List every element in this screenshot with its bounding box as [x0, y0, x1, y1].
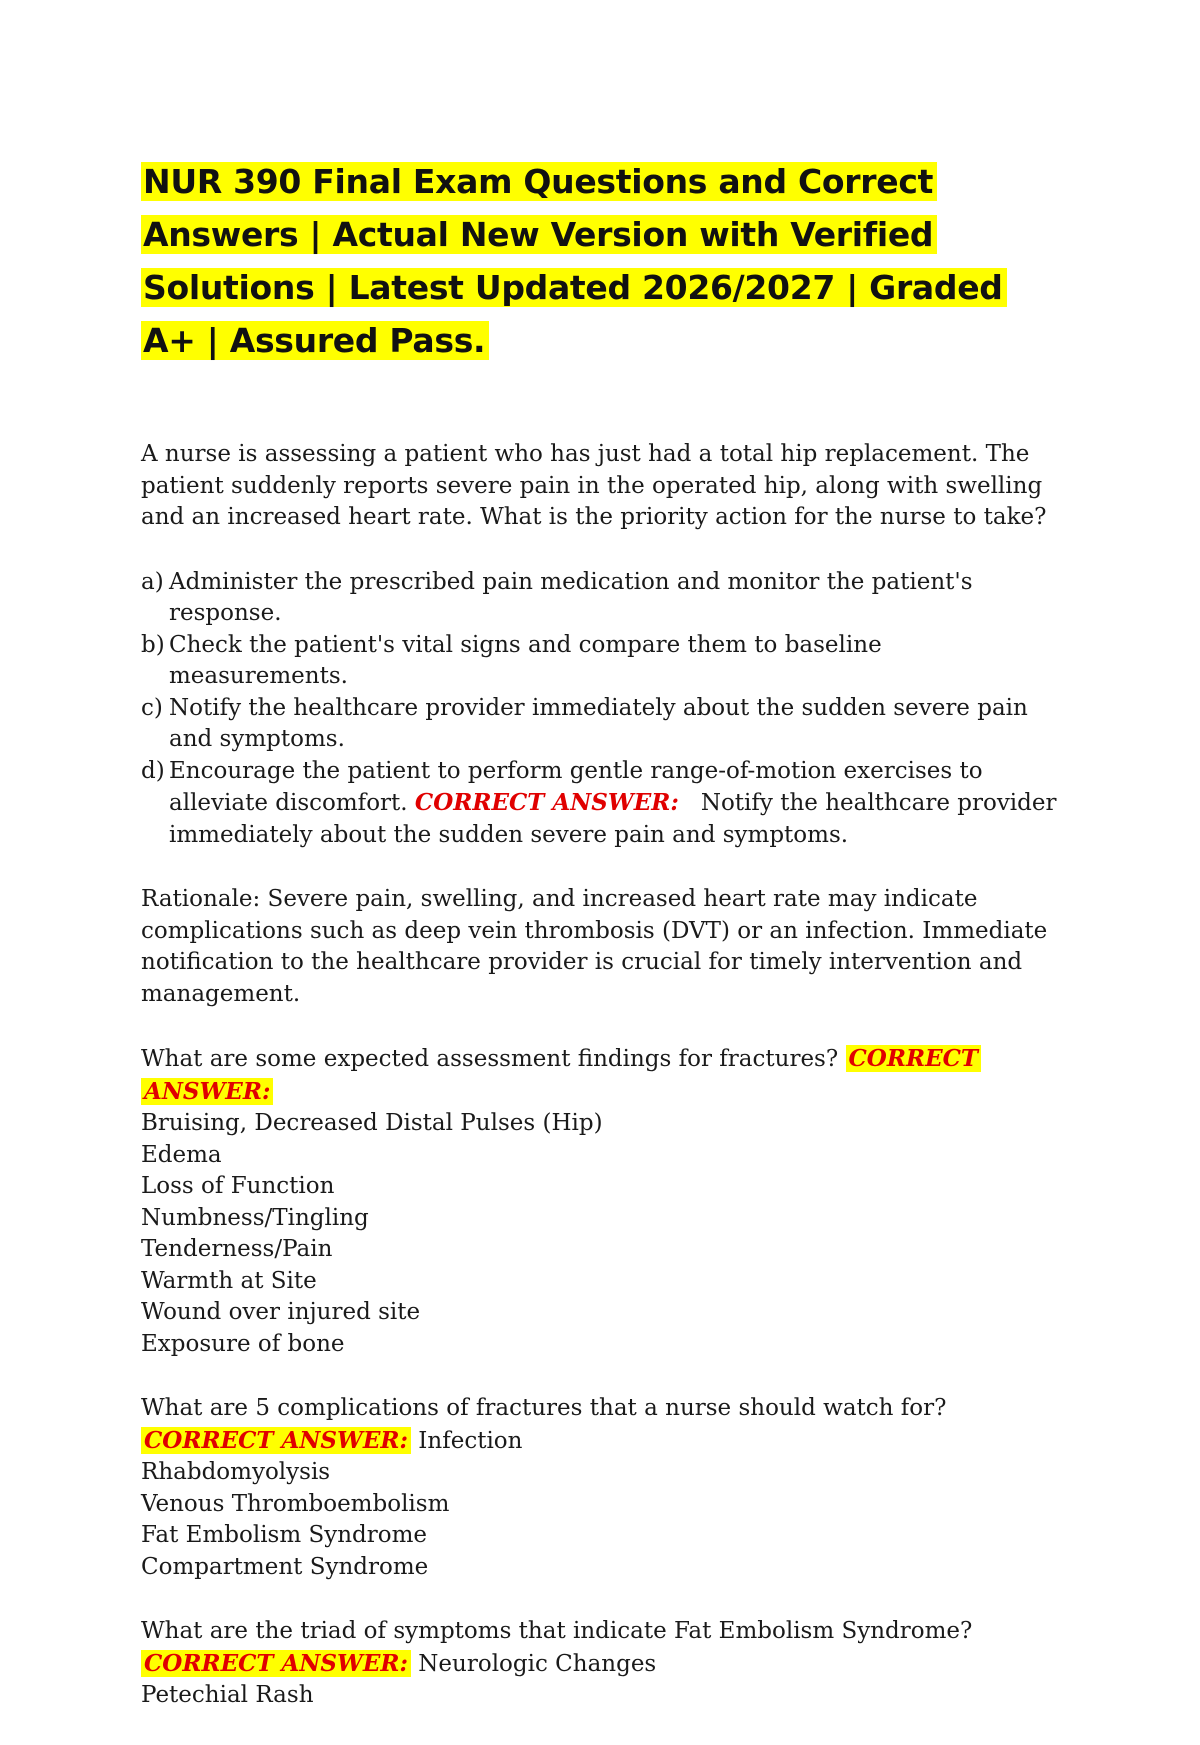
option-text: Notify the healthcare provider immediately about the sudden severe pain and symptoms.	[169, 694, 1028, 752]
answer-item: Wound over injured site	[141, 1299, 421, 1325]
question-2	[141, 1043, 1061, 1360]
document-body	[141, 155, 1061, 1745]
answer-item: Bruising, Decreased Distal Pulses (Hip)	[141, 1110, 603, 1136]
question-4-stem: What are the triad of symptoms that indicate Fat Embolism Syndrome?	[141, 1618, 973, 1644]
option-d	[141, 756, 1061, 852]
answer-item: Edema	[141, 1141, 222, 1168]
correct-answer-label: CORRECT ANSWER:	[141, 1045, 981, 1105]
option-a	[141, 567, 1061, 630]
answer-item: Venous Thromboembolism	[141, 1490, 450, 1517]
answer-item: Tenderness/Pain	[141, 1236, 333, 1262]
question-4	[141, 1616, 1061, 1712]
question-1-stem: A nurse is assessing a patient who has just had a total hip replacement. The patient suddenly reports severe pain in the operated hip, along with swelling and an increased heart rate. What is the priority action for the nurse to take?	[141, 441, 1047, 530]
answer-item: Petechial Rash	[141, 1682, 314, 1708]
answer-item: Numbness/Tingling	[141, 1204, 369, 1231]
answer-item: Rhabdomyolysis	[141, 1459, 331, 1485]
answer-item: Infection	[418, 1427, 523, 1454]
title-highlight: NUR 390 Final Exam Questions and Correct Answers | Actual New Version with Verified Solutions | Latest Updated 2026/2027 | Graded A+ | Assured Pass.	[141, 162, 1007, 360]
correct-answer-label: CORRECT ANSWER:	[141, 1650, 411, 1677]
option-text: Check the patient's vital signs and compare them to baseline measurements.	[169, 631, 882, 689]
question-1-rationale: Rationale: Severe pain, swelling, and increased heart rate may indicate complications such as deep vein thrombosis (DVT) or an infection. Immediate notification to the healthcare provider is crucial for timely intervention and management.	[141, 886, 1048, 1007]
answer-item: Warmth at Site	[141, 1267, 317, 1294]
option-letter: c)	[141, 694, 163, 721]
option-letter: a)	[141, 568, 164, 595]
correct-answer-label: CORRECT ANSWER:	[414, 789, 679, 816]
option-letter: b)	[141, 631, 165, 658]
question-3-stem: What are 5 complications of fractures that a nurse should watch for?	[141, 1395, 947, 1421]
option-text: Administer the prescribed pain medication and monitor the patient's response.	[169, 568, 973, 626]
option-b	[141, 630, 1061, 693]
answer-item: Exposure of bone	[141, 1330, 345, 1357]
option-text: Encourage the patient to perform gentle range-of-motion exercises to alleviate discomfort.	[169, 757, 983, 816]
question-3	[141, 1393, 1061, 1583]
answer-item: Fat Embolism Syndrome	[141, 1522, 428, 1548]
question-1-options	[141, 567, 1061, 852]
question-1-answer: Notify the healthcare provider immediately about the sudden severe pain and symptoms.	[169, 790, 1057, 848]
answer-item: Neurologic Changes	[418, 1650, 657, 1677]
answer-item: Compartment Syndrome	[141, 1553, 429, 1580]
correct-answer-label: CORRECT ANSWER:	[141, 1427, 411, 1454]
option-letter: d)	[141, 757, 165, 784]
option-c	[141, 693, 1061, 756]
document-title	[141, 155, 1061, 367]
answer-item: Loss of Function	[141, 1173, 335, 1199]
question-2-stem: What are some expected assessment findings for fractures?	[141, 1046, 839, 1072]
